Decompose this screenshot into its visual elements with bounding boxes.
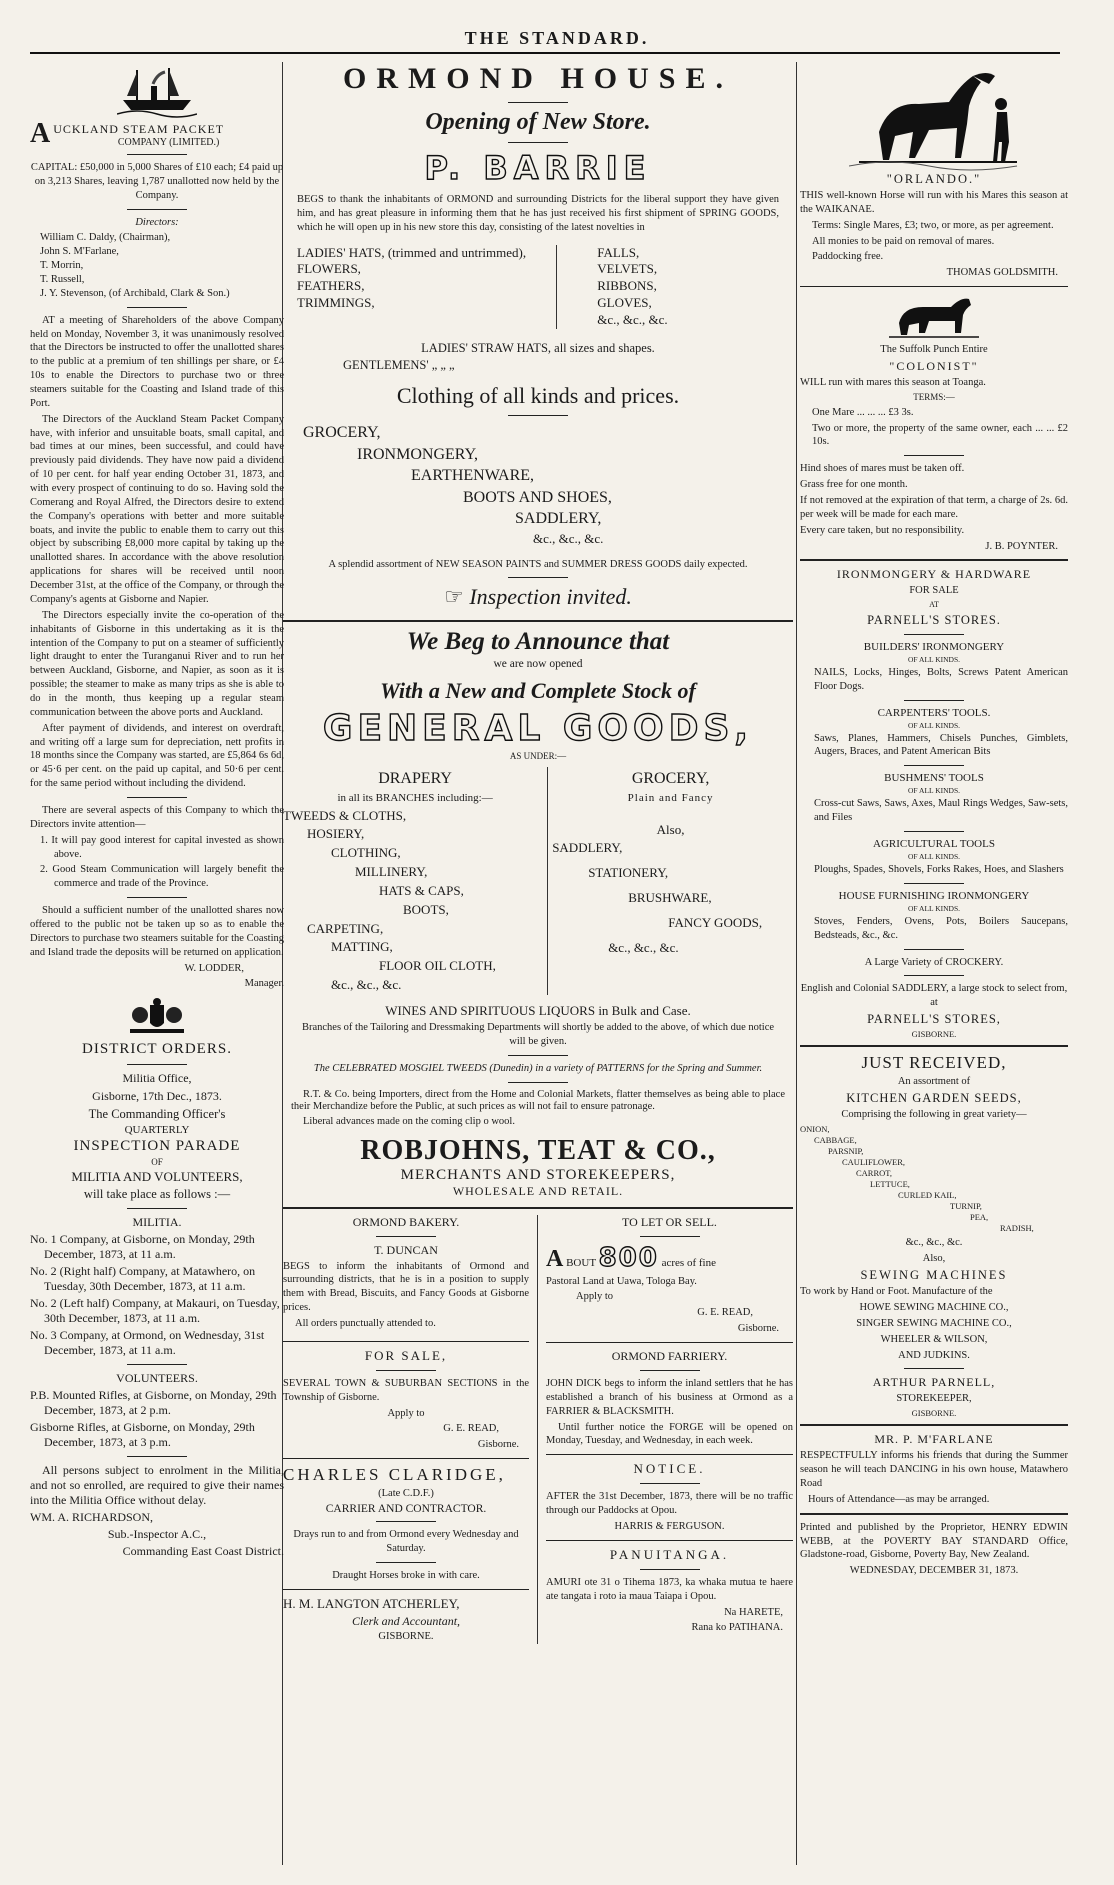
district-line: The Commanding Officer's [88, 1106, 226, 1121]
sewing-heading: SEWING MACHINES [860, 1268, 1008, 1283]
drapery-item: MATTING, [331, 939, 393, 955]
notice-text: AFTER the 31st December, 1873, there will be no traffic through our Paddocks at Opou. [546, 1491, 793, 1517]
paints-notice: A splendid assortment of NEW SEASON PAINTS and SUMMER DRESS GOODS daily expected. [328, 558, 748, 570]
parnell-section [800, 707, 1068, 760]
item: FLOWERS, [297, 261, 361, 277]
seed-item: RADISH, [1000, 1223, 1034, 1234]
district-line: will take place as follows :— [83, 1186, 231, 1201]
seed-item: ONION, [800, 1123, 830, 1134]
pointing-hand-icon: ☞ [444, 584, 464, 610]
draught-horse-icon [889, 293, 979, 341]
director: J. Y. Stevenson, (of Archibald, Clark & Son.) [40, 287, 230, 299]
as-under: AS UNDER:— [509, 751, 567, 762]
divider [376, 1562, 436, 1563]
goods-item: &c., &c., &c. [533, 531, 604, 546]
grocery-heading: GROCERY, [631, 770, 710, 788]
parnell-stores-2: PARNELL'S STORES, [867, 1012, 1001, 1027]
director: T. Morrin, [40, 260, 84, 272]
parnell-crockery: A Large Variety of CROCKERY. [864, 956, 1004, 968]
colonist-note: Grass free for one month. [800, 479, 908, 491]
seed-item: PEA, [970, 1212, 989, 1223]
parnell-section-text: NAILS, Locks, Hinges, Bolts, Screws Patent American Floor Dogs. [814, 666, 1068, 692]
claridge-late: (Late C.D.F.) [378, 1488, 434, 1500]
divider [127, 1208, 187, 1209]
mfarlane-name: MR. P. M'FARLANE [874, 1432, 994, 1447]
divider [376, 1521, 436, 1522]
divider [508, 415, 568, 416]
seed-item: CAULIFLOWER, [842, 1157, 906, 1168]
masthead-rule [30, 52, 1060, 54]
parnell-section [800, 838, 1068, 877]
seed-item: LETTUCE, [870, 1179, 910, 1190]
grocery-item: STATIONERY, [588, 865, 669, 881]
parnell-section-head: BUILDERS' IRONMONGERY [863, 640, 1005, 653]
colonist-note: Hind shoes of mares must be taken off. [800, 463, 965, 475]
divider [904, 949, 964, 950]
grocery-item: FANCY GOODS, [668, 914, 763, 930]
steamship-icon [117, 62, 197, 118]
colonist-term: Two or more, the property of the same owner, each ... ... £2 10s. [812, 422, 1068, 448]
goods-item: BOOTS AND SHOES, [463, 488, 612, 506]
district-line: QUARTERLY [124, 1123, 190, 1136]
goods-columns [283, 767, 793, 995]
item: VELVETS, [597, 261, 658, 277]
bakery-text: BEGS to inform the inhabitants of Ormond and surrounding districts, that he is in a position to supply them with Bread, Biscuits, and Fancy Goods at Gisborne prices. [283, 1260, 529, 1314]
drapery-item: FLOOR OIL CLOTH, [379, 958, 496, 974]
divider [283, 1589, 529, 1590]
item: GLOVES, [597, 295, 652, 311]
column-left [30, 62, 284, 1561]
divider [127, 307, 187, 308]
signer-title: Commanding East Coast District. [122, 1543, 284, 1558]
divider [904, 975, 964, 976]
panuitanga-sig: Na HARETE, [724, 1606, 783, 1618]
section-rule [800, 559, 1068, 561]
importers-text: R.T. & Co. being Importers, direct from the Home and Colonial Markets, flatter themselves as being able to place their Merchandize before the Public, at such prices as will not fail to ensure patronage. [291, 1088, 785, 1112]
drapery-item: BOOTS, [403, 901, 449, 917]
panuitanga-sig: Rana ko PATIHANA. [691, 1622, 783, 1634]
divider [508, 1082, 568, 1083]
item: FALLS, [597, 244, 640, 260]
paragraph: After payment of dividends, and interest on overdraft, and writing off a large sum for depreciation, nett profits in 18 months since the Company was started, are £5,864 6s 6d, or 45·6 per cent. on the paid up capital, and 50·6 per cent. for the same period without including the dividend. [30, 722, 284, 790]
section-rule [283, 1207, 793, 1209]
divider [904, 700, 964, 701]
farriery-title: ORMOND FARRIERY. [611, 1348, 728, 1363]
column-center [283, 62, 793, 1644]
item: RIBBONS, [597, 278, 657, 294]
office: Militia Office, [122, 1071, 192, 1086]
section-rule [800, 1424, 1068, 1426]
orlando-monies: All monies to be paid on removal of mares. [812, 235, 995, 247]
clothing-heading: Clothing of all kinds and prices. [396, 383, 680, 409]
forsale-text: SEVERAL TOWN & SUBURBAN SECTIONS in the Township of Gisborne. [283, 1377, 529, 1403]
small-ads-right [538, 1215, 793, 1644]
notice-signer: HARRIS & FERGUSON. [614, 1520, 725, 1532]
mfarlane-hours: Hours of Attendance—as may be arranged. [808, 1493, 990, 1505]
divider [508, 102, 568, 103]
seeds-comprising: Comprising the following in great variety— [841, 1109, 1027, 1121]
divider [127, 1364, 187, 1365]
sewing-maker: WHEELER & WILSON, [880, 1333, 988, 1345]
divider [508, 142, 568, 143]
atcherley-name: H. M. LANGTON ATCHERLEY, [283, 1595, 460, 1611]
claridge-drays: Drays run to and from Ormond every Wednesday and Saturday. [293, 1528, 519, 1554]
robjohns-firm: ROBJOHNS, TEAT & CO., [360, 1134, 716, 1166]
panuitanga-text: AMURI ote 31 o Tihema 1873, ka whaka mutua te haere ate tangata i roto ia maua Taiapa i Opou. [546, 1576, 793, 1602]
farriery-text: JOHN DICK begs to inform the inland settlers that he has established a branch of his business at Ormond as a FARRIER & BLACKSMITH. [546, 1377, 793, 1417]
seeds-place: GISBORNE. [911, 1408, 957, 1419]
militia-entry: No. 2 (Right half) Company, at Matawhero, on Tuesday, 30th December, 1873, at 11 a.m. [30, 1263, 256, 1293]
orlando-text: THIS well-known Horse will run with his Mares this season at the WAIKANAE. [800, 190, 1068, 215]
district-line: OF [151, 1156, 163, 1167]
barrie-left-items [297, 245, 557, 329]
farriery-forge: Until further notice the FORGE will be opened on Monday, Tuesday, and Wednesday, in each week. [546, 1421, 793, 1447]
goods-item: SADDLERY, [515, 510, 602, 528]
tolet-number: 800 [598, 1242, 659, 1273]
section-rule [800, 1513, 1068, 1515]
divider [127, 797, 187, 798]
office-date: Gisborne, 17th Dec., 1873. [92, 1089, 222, 1104]
parnell-section-sub: OF ALL KINDS. [907, 720, 961, 730]
tolet-agent: G. E. READ, [697, 1307, 753, 1319]
parnell-section-head: BUSHMENS' TOOLS [884, 772, 984, 785]
tolet-title: TO LET OR SELL. [622, 1214, 717, 1229]
seeds-also: Also, [922, 1253, 946, 1265]
colonist-text: WILL run with mares this season at Toanga. [800, 377, 986, 389]
militia-heading: MILITIA. [132, 1214, 182, 1229]
item: TRIMMINGS, [297, 295, 375, 311]
enrolment-notice: All persons subject to enrolment in the Militia, and not so enrolled, are required to give their names into the Militia Office without delay. [30, 1462, 284, 1507]
signer-title: Manager. [244, 978, 284, 990]
parnell-section-text: Saws, Planes, Hammers, Chisels Punches, Gimblets, Augers, Braces, and Patent American Bits [814, 732, 1068, 758]
merchants-text: MERCHANTS AND STOREKEEPERS, [400, 1166, 676, 1183]
goods-item: EARTHENWARE, [411, 467, 535, 485]
seed-item: CARROT, [856, 1168, 892, 1179]
divider [546, 1454, 793, 1455]
divider [127, 154, 187, 155]
panuitanga-title: PANUITANGA. [609, 1546, 730, 1562]
paragraph: Should a sufficient number of the unallotted shares now offered to the public not be taken up so as to enable the Directors to purchase two steamers suitable for the Coasting and Island trade the deposits will be returned on application. [30, 905, 284, 958]
seeds-title: JUST RECEIVED, [861, 1053, 1007, 1073]
parnell-section-head: HOUSE FURNISHING IRONMONGERY [838, 889, 1030, 902]
district-line: INSPECTION PARADE [73, 1137, 241, 1154]
coat-of-arms-icon [122, 997, 192, 1037]
drapery-item: HATS & CAPS, [379, 882, 464, 898]
divider [640, 1236, 700, 1237]
dropcap: A [30, 118, 51, 149]
district-line: MILITIA AND VOLUNTEERS, [71, 1168, 243, 1184]
sewing-maker: AND JUDKINS. [898, 1349, 970, 1361]
drapery-item: MILLINERY, [355, 864, 428, 880]
seed-item: CABBAGE, [814, 1134, 857, 1145]
seeds-kitchen: KITCHEN GARDEN SEEDS, [846, 1091, 1022, 1106]
capital-text: CAPITAL: £50,000 in 5,000 Shares of £10 each; £4 paid up on 3,213 Shares, leaving 1,787 unallotted now held by the Company. [30, 162, 284, 201]
column-right [800, 62, 1068, 1580]
orlando-owner: THOMAS GOLDSMITH. [946, 267, 1058, 279]
directors-list [30, 231, 284, 300]
volunteers-heading: VOLUNTEERS. [116, 1370, 198, 1385]
volunteer-entry: P.B. Mounted Rifles, at Gisborne, on Monday, 29th December, 1873, at 2 p.m. [30, 1387, 277, 1417]
opened-text: we are now opened [493, 658, 583, 671]
divider [127, 1064, 187, 1065]
seeds-seller: ARTHUR PARNELL, [872, 1375, 996, 1390]
tolet-acres: acres of fine [661, 1256, 716, 1269]
parnell-section [800, 890, 1068, 943]
divider [283, 1341, 529, 1342]
seeds-list [800, 1124, 1068, 1234]
sewing-work: To work by Hand or Foot. Manufacture of the [800, 1286, 993, 1298]
stock-heading: With a New and Complete Stock of [380, 678, 696, 704]
colonist-terms-head: TERMS:— [913, 391, 955, 402]
item: FEATHERS, [297, 278, 365, 294]
point: 2. Good Steam Communication will largely benefit the commerce and trade of the Province. [40, 864, 284, 890]
parnell-section [800, 641, 1068, 694]
paragraph: The Directors especially invite the co-operation of the inhabitants of Gisborne in this undertaking as it is the intention of the Company to put on a steamer of sufficiently light draught to enter the Turanganui River and to run her between Auckland, Gisborne, and Napier, as soon as it is possible; the steamer to make as many trips as she is able to do in the month, thus keeping up a regular steam communication between the above ports and Auckland. [30, 609, 284, 718]
divider [640, 1569, 700, 1570]
drapery-item: HOSIERY, [307, 826, 365, 842]
parnell-section-sub: OF ALL KINDS. [907, 786, 961, 796]
column-rule-2 [796, 62, 797, 1865]
forsale-title: FOR SALE, [364, 1347, 448, 1363]
divider [508, 1055, 568, 1056]
parnell-section-text: Stoves, Fenders, Ovens, Pots, Boilers Saucepans, Bedsteads, &c., &c. [814, 915, 1068, 941]
seeds-sub: An assortment of [897, 1076, 971, 1088]
divider [904, 883, 964, 884]
imprint-date: WEDNESDAY, DECEMBER 31, 1873. [849, 1565, 1019, 1577]
advances-text: Liberal advances made on the coming clip o wool. [303, 1115, 515, 1127]
colonist-note: Every care taken, but no responsibility. [800, 524, 965, 536]
directors-heading: Directors: [135, 216, 179, 228]
bakery-orders: All orders punctually attended to. [295, 1317, 436, 1329]
seeds-etc: &c., &c., &c. [905, 1237, 963, 1249]
parnell-saddlery: English and Colonial SADDLERY, a large stock to select from, at [800, 983, 1068, 1009]
claridge-horses: Draught Horses broke in with care. [332, 1569, 480, 1581]
forsale-place: Gisborne. [477, 1439, 519, 1451]
militia-entry: No. 1 Company, at Gisborne, on Monday, 29th December, 1873, at 11 a.m. [30, 1231, 255, 1261]
mfarlane-text: RESPECTFULLY informs his friends that during the Summer season he will teach DANCING in his own house, Matawhero Road [800, 1450, 1068, 1489]
divider [508, 577, 568, 578]
divider [127, 1456, 187, 1457]
parnell-section-text: Cross-cut Saws, Saws, Axes, Maul Rings Wedges, Saw-sets, and Files [814, 798, 1068, 824]
divider [904, 831, 964, 832]
parnell-section-head: AGRICULTURAL TOOLS [873, 838, 995, 851]
dropcap: A [546, 1245, 564, 1272]
parnell-section-sub: OF ALL KINDS. [907, 852, 961, 862]
orlando-terms: Terms: Single Mares, £3; two, or more, as per agreement. [812, 219, 1054, 231]
ormond-house-title: ORMOND HOUSE. [342, 62, 733, 95]
volunteer-entry: Gisborne Rifles, at Gisborne, on Monday, 29th December, 1873, at 3 p.m. [30, 1419, 255, 1449]
steam-title: UCKLAND STEAM PACKET [53, 122, 225, 136]
atcherley-place: GISBORNE. [378, 1630, 434, 1642]
divider [640, 1370, 700, 1371]
divider [546, 1540, 793, 1541]
wholesale-text: WHOLESALE AND RETAIL. [452, 1183, 624, 1198]
parnell-place: GISBORNE. [911, 1029, 957, 1040]
grocery-item: BRUSHWARE, [628, 890, 712, 906]
parnell-section [800, 772, 1068, 825]
notice-title: NOTICE. [633, 1461, 706, 1477]
grocery-item: &c., &c., &c. [608, 939, 679, 955]
director: T. Russell, [40, 274, 85, 286]
seed-item: CURLED KAIL, [898, 1190, 957, 1201]
goods-item: IRONMONGERY, [357, 445, 479, 463]
paragraph: There are several aspects of this Company to which the Directors invite attention— [30, 804, 284, 830]
parnell-section-sub: OF ALL KINDS. [907, 654, 961, 664]
parnell-section-sub: OF ALL KINDS. [907, 903, 961, 913]
seed-item: TURNIP, [950, 1201, 982, 1212]
orlando-title: "ORLANDO." [886, 172, 982, 186]
orlando-paddock: Paddocking free. [812, 251, 884, 263]
parnell-stores: PARNELL'S STORES. [867, 612, 1001, 627]
tolet-headline [546, 1243, 793, 1273]
signer: W. LODDER, [184, 962, 244, 974]
divider [376, 1370, 436, 1371]
also-text: Also, [656, 821, 685, 837]
branches-text: Branches of the Tailoring and Dressmaking Departments will shortly be added to the above, of which due notice will be given. [301, 1021, 775, 1047]
parnell-forsale: FOR SALE [909, 585, 959, 597]
bakery-title: ORMOND BAKERY. [352, 1214, 460, 1229]
drapery-item: CARPETING, [307, 920, 384, 936]
claridge-role: CARRIER AND CONTRACTOR. [325, 1502, 487, 1515]
paragraph: The Directors of the Auckland Steam Packet Company have, with inferior and unsuitable boats, small capital, and bad times at our mines, been successful, and could have previously paid dividends. They have now paid a dividend of 10 per cent. for half year ending October 31, 1873, and with every prospect of continuing to do so. Having sold the Comerang and Royal Alfred, the Directors desire to extend the Company's operations with better and more suitable boats, and invite the public to enable them to carry out this object by subscribing £8,000 more capital by taking up the unallotted shares. In accordance with the above resolution applications for shares will be received until noon December 31st, at the office of the Company, or through the Company's agents at Gisborne and Napier. [30, 413, 284, 605]
drapery-column [283, 767, 548, 995]
parnell-at: AT [929, 600, 939, 610]
bakery-name: T. DUNCAN [374, 1242, 438, 1257]
horse-and-groom-icon [849, 62, 1019, 172]
signer: WM. A. RICHARDSON, [30, 1509, 154, 1524]
district-orders-title: DISTRICT ORDERS. [82, 1041, 232, 1058]
drapery-item: &c., &c., &c. [331, 977, 402, 993]
divider [904, 765, 964, 766]
tolet-land: Pastoral Land at Uawa, Tologa Bay. [546, 1275, 697, 1287]
colonist-owner: J. B. POYNTER. [985, 540, 1058, 552]
barrie-intro: BEGS to thank the inhabitants of ORMOND and surrounding Districts for the liberal support they have given him, and has great pleasure in informing them that he has just received his first shipment of SPRING GOODS, which he will open up in his new store this day, consisting of the latest novelties in [297, 194, 779, 233]
drapery-item: TWEEDS & CLOTHS, [283, 807, 407, 823]
masthead: THE STANDARD. [464, 28, 650, 48]
militia-entry: No. 2 (Left half) Company, at Makauri, on Tuesday, 30th December, 1873, at 11 a.m. [30, 1295, 280, 1325]
drapery-sub: in all its BRANCHES including:— [337, 791, 493, 804]
divider [283, 1458, 529, 1459]
seeds-role: STOREKEEPER, [896, 1393, 972, 1405]
signer-title: Sub.-Inspector A.C., [107, 1526, 207, 1541]
militia-entry: No. 3 Company, at Ormond, on Wednesday, 31st December, 1873, at 11 a.m. [30, 1327, 265, 1357]
director: John S. M'Farlane, [40, 246, 119, 258]
grocery-sub: Plain and Fancy [627, 791, 714, 804]
steam-packet-header [30, 118, 284, 149]
drapery-item: CLOTHING, [331, 845, 401, 861]
inspection-line [283, 584, 793, 610]
tolet-place: Gisborne. [737, 1323, 779, 1335]
section-rule [800, 1045, 1068, 1047]
forsale-apply: Apply to [387, 1407, 425, 1419]
claridge-name: CHARLES CLARIDGE, [283, 1465, 506, 1485]
divider [904, 1368, 964, 1369]
seed-item: PARSNIP, [828, 1146, 864, 1157]
drapery-heading: DRAPERY [378, 770, 452, 788]
small-ads-left [283, 1215, 538, 1644]
straw-hats: LADIES' STRAW HATS, all sizes and shapes. [421, 341, 655, 356]
wines-text: WINES AND SPIRITUOUS LIQUORS in Bulk and Case. [385, 1002, 691, 1018]
straw-hats-gents: GENTLEMENS' „ „ „ [343, 358, 455, 373]
tolet-about: BOUT [566, 1256, 596, 1269]
parnell-title: IRONMONGERY & HARDWARE [836, 567, 1032, 582]
divider [376, 1236, 436, 1237]
parnell-section-text: Ploughs, Spades, Shovels, Forks Rakes, Hoes, and Slashers [814, 864, 1064, 876]
colonist-line: The Suffolk Punch Entire [880, 344, 988, 356]
goods-item: GROCERY, [303, 424, 381, 442]
forsale-agent: G. E. READ, [443, 1423, 499, 1435]
barrie-name: P. BARRIE [424, 149, 652, 187]
section-rule [283, 620, 793, 622]
grocery-item: SADDLERY, [552, 840, 623, 856]
atcherley-role: Clerk and Accountant, [351, 1613, 461, 1628]
divider [127, 209, 187, 210]
ormond-subtitle: Opening of New Store. [425, 109, 651, 135]
sewing-maker: HOWE SEWING MACHINE CO., [859, 1301, 1009, 1313]
divider [640, 1483, 700, 1484]
divider [904, 455, 964, 456]
divider [546, 1342, 793, 1343]
general-goods-heading: GENERAL GOODS, [322, 708, 754, 750]
divider [904, 634, 964, 635]
item: LADIES' HATS, (trimmed and untrimmed), [297, 244, 527, 260]
point: 1. It will pay good interest for capital invested as shown above. [40, 834, 284, 860]
divider [800, 286, 1068, 287]
director: William C. Daldy, (Chairman), [40, 232, 171, 244]
barrie-items [297, 245, 779, 329]
announce-heading: We Beg to Announce that [406, 628, 670, 656]
paragraph: AT a meeting of Shareholders of the above Company held on Monday, November 3, it was unanimously resolved that the Directors be instructed to offer the unallotted shares to the public at a premium of ten shillings per share, or £4 10s to enable the Directors to purchase two or three steamers suitable for the Coasting and Island trade of this Port. [30, 314, 284, 409]
imprint-text: Printed and published by the Proprietor, HENRY EDWIN WEBB, at the POVERTY BAY STANDARD Office, Gladstone-road, Gisborne, Poverty Bay, New Zealand. [800, 1521, 1068, 1561]
small-ads [283, 1215, 793, 1644]
colonist-name: "COLONIST" [889, 359, 979, 374]
grocery-column [548, 767, 793, 995]
colonist-term: One Mare ... ... ... £3 3s. [812, 406, 914, 418]
item: &c., &c., &c. [597, 312, 668, 328]
parnell-section-head: CARPENTERS' TOOLS. [877, 706, 991, 719]
divider [127, 897, 187, 898]
colonist-note: If not removed at the expiration of that term, a charge of 2s. 6d. per week will be made for each mare. [800, 495, 1068, 520]
goods-list [283, 422, 793, 548]
sewing-maker: SINGER SEWING MACHINE CO., [856, 1317, 1012, 1329]
steam-company: COMPANY (LIMITED.) [117, 137, 220, 148]
tweeds-text: The CELEBRATED MOSGIEL TWEEDS (Dunedin) in a variety of PATTERNS for the Spring and Summer. [313, 1062, 763, 1074]
tolet-apply: Apply to [576, 1291, 614, 1303]
barrie-right-items [557, 245, 779, 329]
inspection-text: Inspection invited. [469, 584, 632, 610]
